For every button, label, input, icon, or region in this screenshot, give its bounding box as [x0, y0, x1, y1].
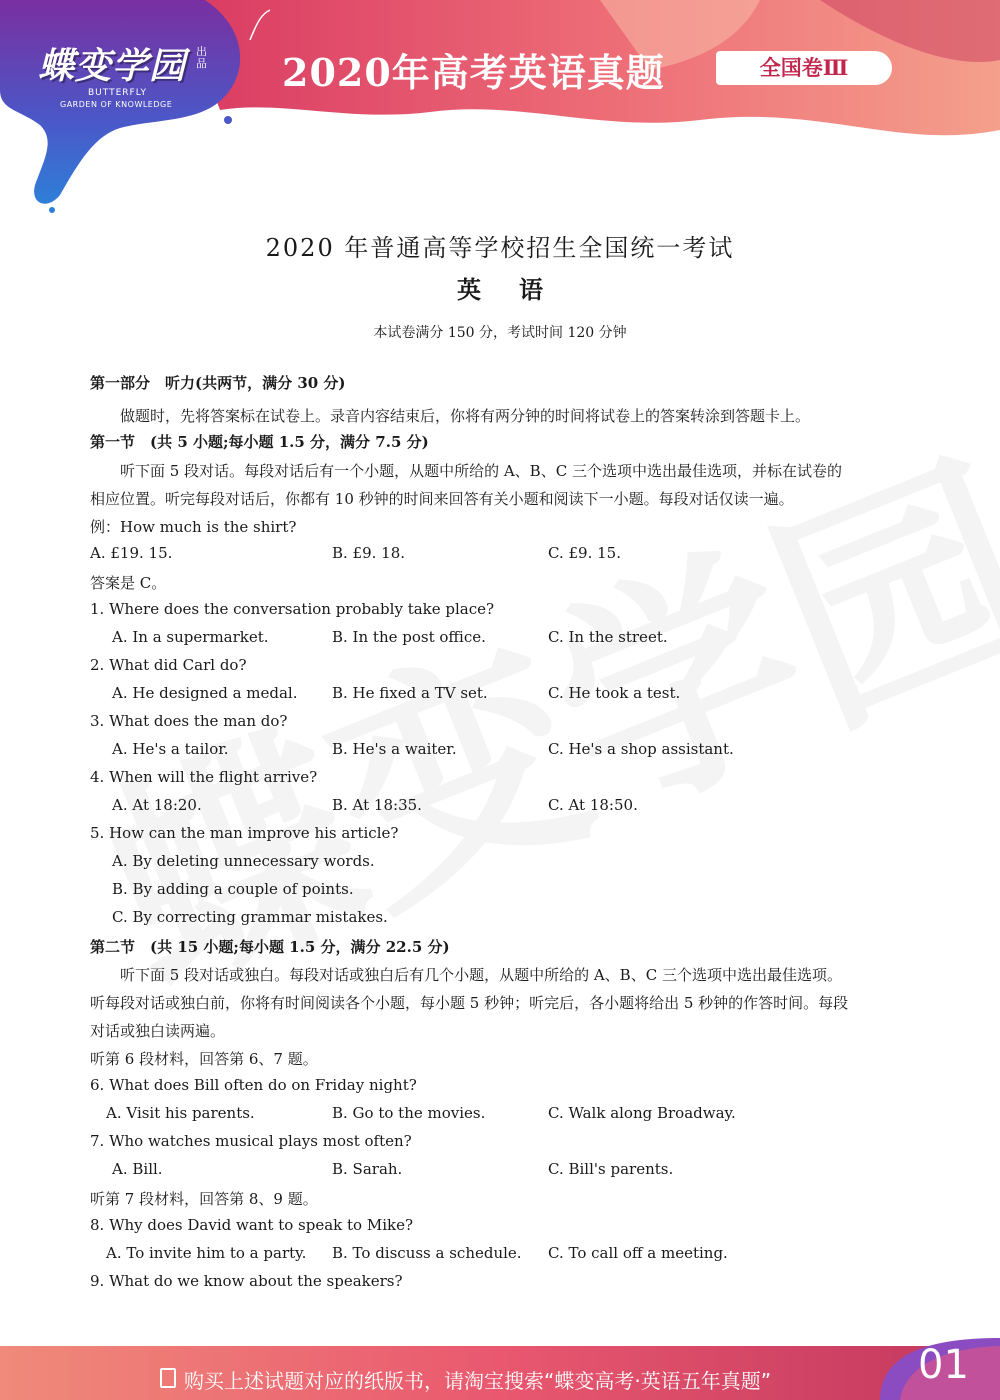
q8-option-a: A. To invite him to a party.	[106, 1244, 307, 1262]
example-question: 例：How much is the shirt?	[90, 518, 297, 536]
q1-option-c: C. In the street.	[548, 628, 668, 646]
part-instruction: 做题时，先将答案标在试卷上。录音内容结束后，你将有两分钟的时间将试卷上的答案转涂到答题卡上。	[120, 407, 811, 425]
paper-badge: 全国卷Ⅲ	[716, 51, 892, 85]
section-1-instruction-2: 相应位置。听完每段对话后，你都有 10 秒钟的时间来回答有关小题和阅读下一小题。每段对话仅读一遍。	[90, 490, 794, 508]
exam-info: 本试卷满分 150 分，考试时间 120 分钟	[373, 325, 627, 341]
question-3: 3. What does the man do?	[90, 712, 288, 730]
material-7-note: 听第 7 段材料，回答第 8、9 题。	[90, 1190, 318, 1208]
section-1-heading: 第一节 (共 5 小题;每小题 1.5 分，满分 7.5 分)	[90, 433, 429, 451]
q2-option-c: C. He took a test.	[548, 684, 681, 702]
section-1-instruction-1: 听下面 5 段对话。每段对话后有一个小题，从题中所给的 A、B、C 三个选项中选出最佳选项，并标在试卷的	[120, 462, 842, 480]
question-2: 2. What did Carl do?	[90, 656, 247, 674]
logo-text: 蝶变学园	[38, 46, 187, 87]
logo-subtitle-2: GARDEN OF KNOWLEDGE	[60, 100, 173, 109]
example-answer: 答案是 C。	[90, 574, 167, 592]
question-5: 5. How can the man improve his article?	[90, 824, 399, 842]
question-4: 4. When will the flight arrive?	[90, 768, 318, 786]
question-9: 9. What do we know about the speakers?	[90, 1272, 403, 1290]
q2-option-a: A. He designed a medal.	[112, 684, 298, 702]
exam-title: 2020 年普通高等学校招生全国统一考试	[265, 234, 735, 262]
q6-option-a: A. Visit his parents.	[106, 1104, 255, 1122]
q3-option-c: C. He's a shop assistant.	[548, 740, 734, 758]
q2-option-b: B. He fixed a TV set.	[332, 684, 488, 702]
q5-option-a: A. By deleting unnecessary words.	[112, 852, 375, 870]
q4-option-a: A. At 18:20.	[112, 796, 202, 814]
q1-option-a: A. In a supermarket.	[112, 628, 269, 646]
question-6: 6. What does Bill often do on Friday night?	[90, 1076, 417, 1094]
material-6-note: 听第 6 段材料，回答第 6、7 题。	[90, 1050, 318, 1068]
example-option-a: A. £19. 15.	[90, 544, 173, 562]
section-2-instruction-3: 对话或独白读两遍。	[90, 1022, 226, 1040]
page-number: 01	[918, 1342, 969, 1388]
q3-option-b: B. He's a waiter.	[332, 740, 457, 758]
q8-option-b: B. To discuss a schedule.	[332, 1244, 522, 1262]
q1-option-b: B. In the post office.	[332, 628, 486, 646]
q6-option-c: C. Walk along Broadway.	[548, 1104, 736, 1122]
q4-option-c: C. At 18:50.	[548, 796, 638, 814]
banner-title: 2020年高考英语真题	[282, 50, 665, 95]
section-2-heading: 第二节 (共 15 小题;每小题 1.5 分，满分 22.5 分)	[90, 938, 450, 956]
q5-option-b: B. By adding a couple of points.	[112, 880, 354, 898]
q5-option-c: C. By correcting grammar mistakes.	[112, 908, 388, 926]
section-2-instruction-1: 听下面 5 段对话或独白。每段对话或独白后有几个小题，从题中所给的 A、B、C 三个选项中选出最佳选项。	[120, 966, 842, 984]
part-heading: 第一部分 听力(共两节，满分 30 分)	[90, 374, 346, 392]
q6-option-b: B. Go to the movies.	[332, 1104, 486, 1122]
q7-option-a: A. Bill.	[112, 1160, 163, 1178]
section-2-instruction-2: 听每段对话或独白前，你将有时间阅读各个小题，每小题 5 秒钟；听完后，各小题将给出 5 秒钟的作答时间。每段	[90, 994, 849, 1012]
book-icon	[160, 1368, 176, 1388]
header-banner	[0, 0, 1000, 215]
question-8: 8. Why does David want to speak to Mike?	[90, 1216, 414, 1234]
exam-subject: 英语	[457, 275, 581, 304]
question-7: 7. Who watches musical plays most often?	[90, 1132, 412, 1150]
q7-option-b: B. Sarah.	[332, 1160, 403, 1178]
logo-mark: 出品	[196, 45, 207, 70]
q8-option-c: C. To call off a meeting.	[548, 1244, 728, 1262]
q7-option-c: C. Bill's parents.	[548, 1160, 674, 1178]
watermark	[52, 425, 1000, 1214]
logo-subtitle-1: BUTTERFLY	[88, 88, 148, 98]
footer-text: 购买上述试题对应的纸版书，请淘宝搜索“蝶变高考·英语五年真题”	[184, 1369, 772, 1393]
q3-option-a: A. He's a tailor.	[112, 740, 229, 758]
example-option-b: B. £9. 18.	[332, 544, 406, 562]
example-option-c: C. £9. 15.	[548, 544, 621, 562]
question-1: 1. Where does the conversation probably take place?	[90, 600, 495, 618]
q4-option-b: B. At 18:35.	[332, 796, 422, 814]
